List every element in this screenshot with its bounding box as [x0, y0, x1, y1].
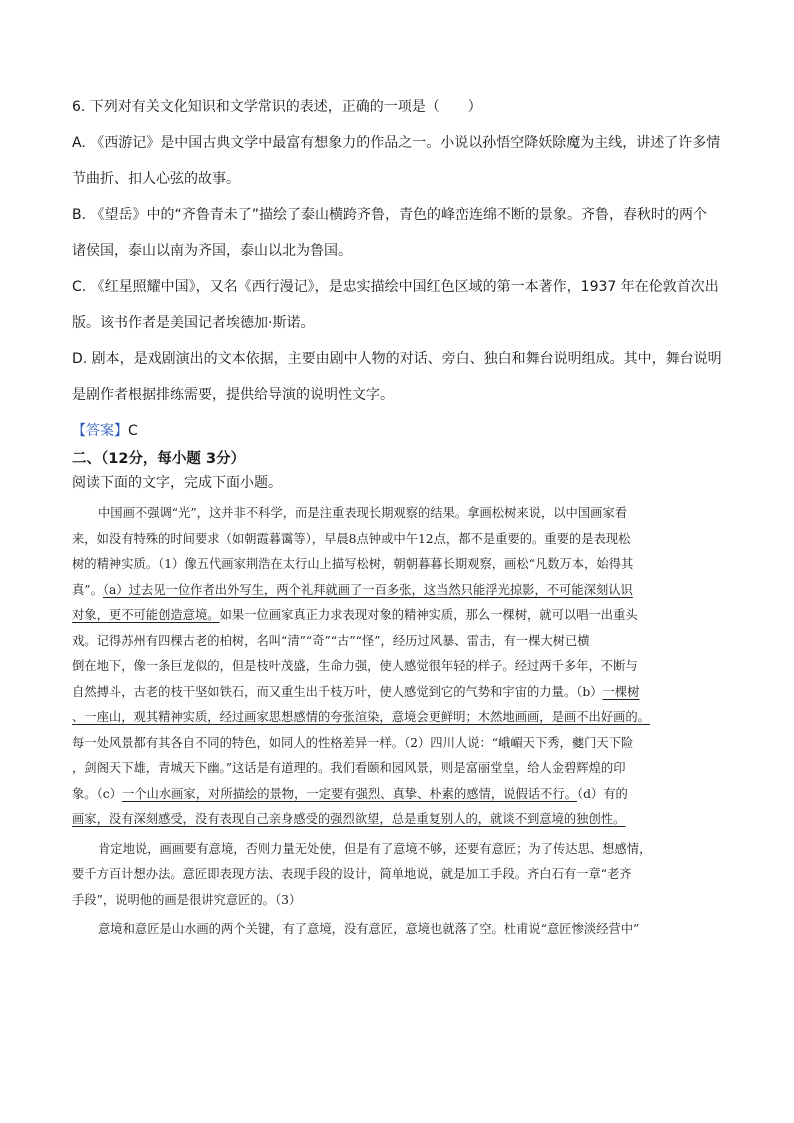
- passage-text: 真”。: [72, 582, 103, 597]
- passage-line: [72, 782, 724, 808]
- option-line: C. 《红星照耀中国》，又名《西行漫记》，是忠实描绘中国红色区域的第一本著作，1937 年在伦敦首次出: [72, 279, 719, 295]
- passage-line: 戏。记得苏州有四棵古老的柏树，名叫“清”“奇”“古”“怪”，经历过风暴、雷击，有一棵大树已横: [72, 633, 590, 648]
- passage-line: 来，如没有特殊的时间要求（如朝霞暮霭等），早晨8点钟或中午12点，都不是重要的。重要的是表现松: [72, 531, 631, 546]
- option-line: 是剧作者根据排练需要，提供给导演的说明性文字。: [72, 387, 394, 403]
- passage-text: 自然搏斗，古老的枝干坚如铁石，而又重生出千枝万叶，使人感觉到它的气势和宇宙的力量。（b）: [72, 684, 603, 699]
- section-instruction: 阅读下面的文字，完成下面小题。: [72, 475, 282, 491]
- passage-line: 每一处风景都有其各自不同的特色，如同人的性格差异一样。（2）四川人说：“峨嵋天下秀，夔门天下险: [72, 735, 634, 750]
- passage-line: 手段”，说明他的画是很讲究意匠的。（3）: [72, 892, 302, 907]
- option-line: A. 《西游记》是中国古典文学中最富有想象力的作品之一。小说以孙悟空降妖除魔为主线，讲述了许多情: [72, 135, 721, 151]
- underlined-sentence-a: 对象，更不可能创造意境。: [72, 608, 220, 622]
- option-line: B. 《望岳》中的“齐鲁青未了”描绘了泰山横跨齐鲁，青色的峰峦连绵不断的景象。齐鲁，春秋时的两个: [72, 207, 708, 223]
- passage-line: ，剑阁天下雄，青城天下幽。”这话是有道理的。我们看颐和园风景，则是富丽堂皇，给人金碧辉煌的印: [72, 761, 626, 775]
- passage-line: 肯定地说，画画要有意境，否则力量无处使，但是有了意境不够，还要有意匠；为了传达思、想感情，: [98, 841, 652, 856]
- question-stem: 6. 下列对有关文化知识和文学常识的表述，正确的一项是（ ）: [72, 99, 482, 115]
- passage-line: [72, 680, 724, 706]
- answer-value: C: [128, 423, 138, 439]
- passage-text: 象。（c）: [72, 786, 122, 801]
- underlined-sentence-c: 一个山水画家，对所描绘的景物，一定要有强烈、真挚、朴素的感情，说假话不行。: [121, 786, 577, 801]
- underlined-sentence-a: （a）过去见一位作者出外写生，两个礼拜就画了一百多张，这当然只能浮光掠影，不可能深刻认识: [102, 582, 633, 597]
- passage-line: [72, 603, 724, 629]
- answer-label: 【答案】: [72, 423, 128, 439]
- document-page: [72, 95, 724, 943]
- underlined-sentence-d: 画家，没有深刻感受，没有表现自己亲身感受的强烈欲望，总是重复别人的，就谈不到意境的独创性。: [72, 812, 626, 826]
- passage-line: 要千方百计想办法。意匠即表现方法、表现手段的设计，简单地说，就是加工手段。齐白石有一章“老齐: [72, 867, 632, 881]
- passage-line: [72, 578, 724, 604]
- reading-passage: [72, 501, 724, 943]
- passage-line: 倒在地下，像一条巨龙似的，但是枝叶茂盛，生命力强，使人感觉很年轻的样子。经过两千多年，不断与: [72, 659, 638, 673]
- option-line: 诸侯国，泰山以南为齐国，泰山以北为鲁国。: [72, 243, 352, 259]
- option-b: [72, 203, 724, 263]
- option-line: 节曲折、扣人心弦的故事。: [72, 171, 240, 187]
- underlined-sentence-b: 、一座山，观其精神实质，经过画家思想感情的夸张渲染，意境会更鲜明；木然地画画，是画不出好画的。: [72, 710, 650, 724]
- option-a: [72, 131, 724, 191]
- option-c: [72, 275, 724, 335]
- option-d: [72, 347, 724, 407]
- option-line: D. 剧本，是戏剧演出的文本依据，主要由剧中人物的对话、旁白、独白和舞台说明组成。其中，舞台说明: [72, 351, 722, 367]
- option-line: 版。该书作者是美国记者埃德加·斯诺。: [72, 315, 315, 331]
- section-title: 二、（12分，每小题 3分）: [72, 451, 246, 467]
- passage-line: 意境和意匠是山水画的两个关键，有了意境，没有意匠，意境也就落了空。杜甫说“意匠惨淡经营中”: [98, 922, 640, 936]
- passage-line: 中国画不强调“光”，这并非不科学，而是注重表现长期观察的结果。拿画松树来说，以中国画家看: [98, 506, 628, 520]
- underlined-sentence-b: 一棵树: [602, 684, 640, 699]
- answer: [72, 419, 724, 443]
- passage-text: （d）有的: [576, 786, 628, 801]
- passage-text: 如果一位画家真正力求表现对象的精神实质，那么一棵树，就可以唱一出重头: [219, 608, 638, 622]
- passage-line: 树的精神实质。（1）像五代画家荆浩在太行山上描写松树，朝朝暮暮长期观察，画松“凡数万本，始得其: [72, 557, 634, 571]
